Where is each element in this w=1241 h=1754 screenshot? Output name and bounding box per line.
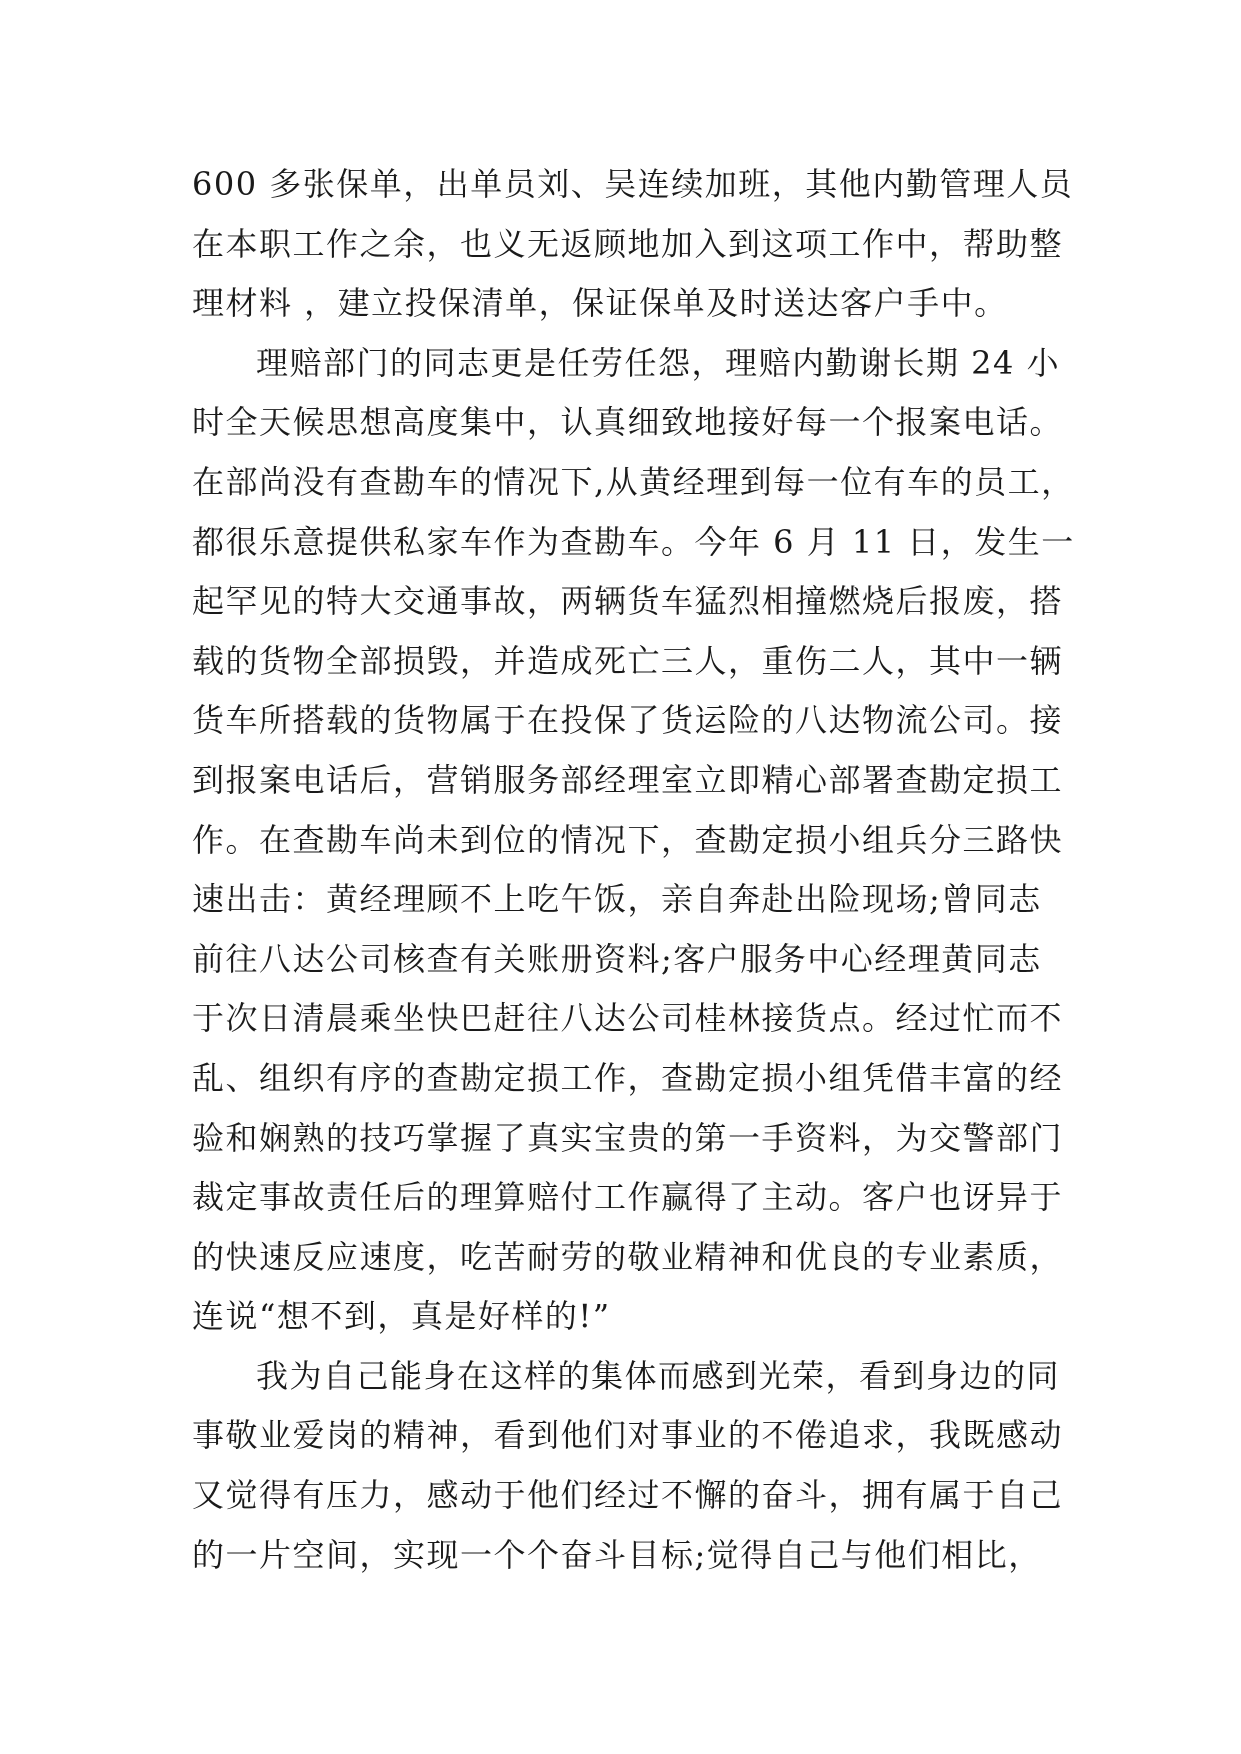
text-line: 货车所搭载的货物属于在投保了货运险的八达物流公司。接 bbox=[192, 701, 1064, 740]
text-line: 连说“想不到，真是好样的!” bbox=[192, 1297, 611, 1336]
text-line: 在本职工作之余，也义无返顾地加入到这项工作中，帮助整 bbox=[192, 224, 1064, 263]
text-line: 验和娴熟的技巧掌握了真实宝贵的第一手资料，为交警部门 bbox=[192, 1118, 1064, 1157]
text-line: 都很乐意提供私家车作为查勘车。今年 6 月 11 日，发生一 bbox=[192, 522, 1075, 561]
text-line: 速出击：黄经理顾不上吃午饭，亲自奔赴出险现场;曾同志 bbox=[192, 880, 1042, 919]
text-line: 理材料 ，建立投保清单，保证保单及时送达客户手中。 bbox=[192, 284, 1008, 323]
document-body bbox=[192, 155, 1075, 1585]
paragraph-start-line: 我为自己能身在这样的集体而感到光荣，看到身边的同 bbox=[256, 1356, 1061, 1395]
text-line: 时全天候思想高度集中，认真细致地接好每一个报案电话。 bbox=[192, 403, 1064, 442]
paragraph-start-line: 理赔部门的同志更是任劳任怨，理赔内勤谢长期 24 小 bbox=[256, 343, 1061, 382]
text-line: 事敬业爱岗的精神，看到他们对事业的不倦追求，我既感动 bbox=[192, 1416, 1064, 1455]
text-line: 到报案电话后，营销服务部经理室立即精心部署查勘定损工 bbox=[192, 760, 1064, 799]
text-line: 载的货物全部损毁，并造成死亡三人，重伤二人，其中一辆 bbox=[192, 641, 1064, 680]
text-line: 的一片空间，实现一个个奋斗目标;觉得自己与他们相比， bbox=[192, 1535, 1042, 1574]
text-line: 乱、组织有序的查勘定损工作，查勘定损小组凭借丰富的经 bbox=[192, 1058, 1064, 1097]
text-line: 前往八达公司核查有关账册资料;客户服务中心经理黄同志 bbox=[192, 939, 1042, 978]
text-line: 的快速反应速度，吃苦耐劳的敬业精神和优良的专业素质， bbox=[192, 1237, 1064, 1276]
text-line: 起罕见的特大交通事故，两辆货车猛烈相撞燃烧后报废，搭 bbox=[192, 582, 1064, 621]
text-line: 又觉得有压力，感动于他们经过不懈的奋斗，拥有属于自己 bbox=[192, 1476, 1064, 1515]
text-line: 裁定事故责任后的理算赔付工作赢得了主动。客户也讶异于 bbox=[192, 1178, 1064, 1217]
text-line: 作。在查勘车尚未到位的情况下，查勘定损小组兵分三路快 bbox=[192, 820, 1064, 859]
text-line: 于次日清晨乘坐快巴赶往八达公司桂林接货点。经过忙而不 bbox=[192, 999, 1064, 1038]
text-line: 600 多张保单，出单员刘、吴连续加班，其他内勤管理人员 bbox=[192, 165, 1074, 203]
text-line: 在部尚没有查勘车的情况下,从黄经理到每一位有车的员工， bbox=[192, 462, 1075, 501]
